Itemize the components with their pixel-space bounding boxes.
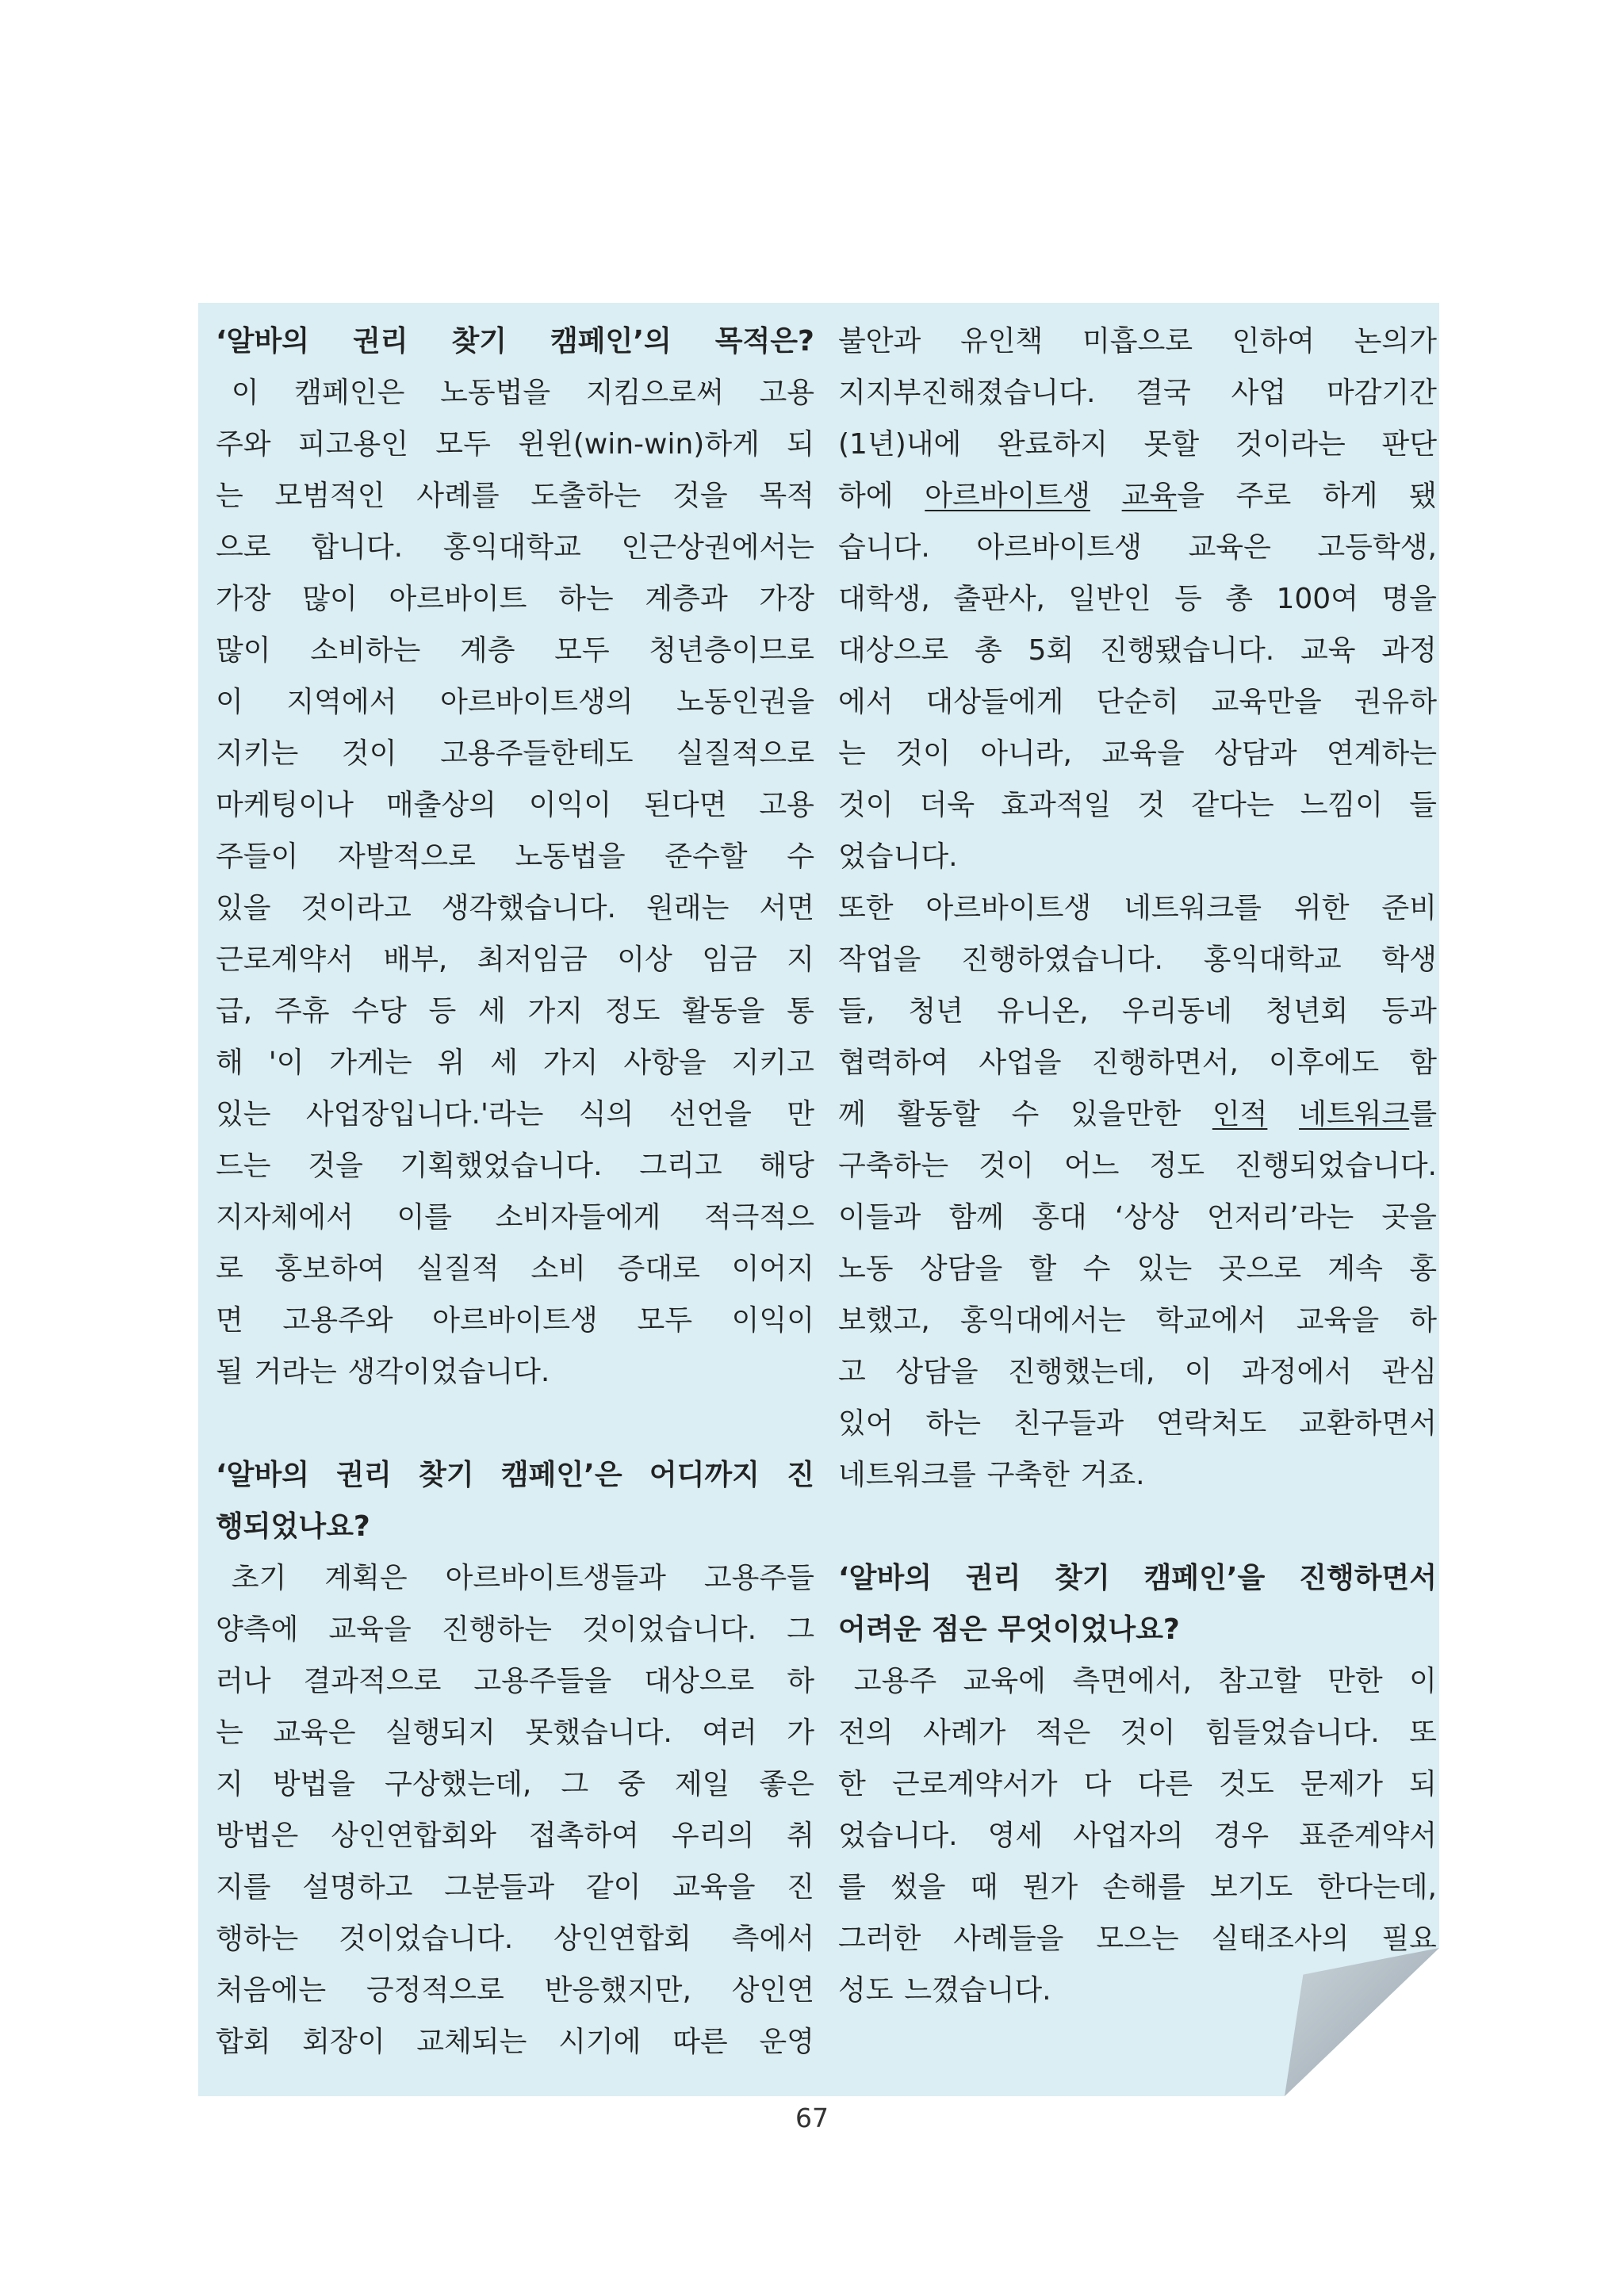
body-text-line: 는 것이 아니라, 교육을 상담과 연계하는 <box>838 737 1437 770</box>
body-text-line: 지키는 것이 고용주들한테도 실질적으로 <box>216 737 814 770</box>
body-text-line: 가장 많이 아르바이트 하는 계층과 가장 <box>216 583 814 615</box>
body-text-line: 보했고, 홍익대에서는 학교에서 교육을 하 <box>838 1304 1437 1337</box>
body-text-line: 으로 합니다. 홍익대학교 인근상권에서는 <box>216 531 814 564</box>
body-text-line: 합회 회장이 교체되는 시기에 따른 운영 <box>216 2026 814 2058</box>
section-heading-line: ‘알바의 권리 찾기 캠페인’은 어디까지 진 <box>216 1459 814 1491</box>
body-text-line: 를 썼을 때 뭔가 손해를 보기도 한다는데, <box>838 1871 1437 1904</box>
body-text-line: 또한 아르바이트생 네트워크를 위한 준비 <box>838 892 1437 924</box>
body-text-line: 습니다. 아르바이트생 교육은 고등학생, <box>838 531 1437 564</box>
section-heading-line: ‘알바의 권리 찾기 캠페인’의 목적은? <box>216 325 814 358</box>
body-text-line: 는 모범적인 사례를 도출하는 것을 목적 <box>216 480 814 512</box>
body-text-line: 었습니다. 영세 사업자의 경우 표준계약서 <box>838 1820 1437 1852</box>
body-text-line: 이 지역에서 아르바이트생의 노동인권을 <box>216 686 814 718</box>
body-text-line: 불안과 유인책 미흡으로 인하여 논의가 <box>838 325 1437 358</box>
body-text-line: 지를 설명하고 그분들과 같이 교육을 진 <box>216 1871 814 1904</box>
body-text-line: 초기 계획은 아르바이트생들과 고용주들 <box>231 1562 814 1594</box>
body-text-line: 는 교육은 실행되지 못했습니다. 여러 가 <box>216 1716 814 1749</box>
left-column <box>216 316 814 2068</box>
body-text-line: 면 고용주와 아르바이트생 모두 이익이 <box>216 1304 814 1337</box>
paragraph-gap <box>216 1398 814 1449</box>
body-text-line: 지자체에서 이를 소비자들에게 적극적으 <box>216 1201 814 1234</box>
body-text-line: 었습니다. <box>838 840 958 873</box>
body-text-line: 로 홍보하여 실질적 소비 증대로 이어지 <box>216 1253 814 1285</box>
body-text-line: 될 거라는 생각이었습니다. <box>216 1356 550 1388</box>
section-heading-line: ‘알바의 권리 찾기 캠페인’을 진행하면서 <box>838 1562 1437 1594</box>
body-text-line: (1년)내에 완료하지 못할 것이라는 판단 <box>838 428 1437 461</box>
body-text-line: 에서 대상들에게 단순히 교육만을 권유하 <box>838 686 1437 718</box>
body-text-line: 들, 청년 유니온, 우리동네 청년회 등과 <box>838 995 1437 1027</box>
page-number: 67 <box>795 2103 829 2133</box>
body-text-line: 많이 소비하는 계층 모두 청년층이므로 <box>216 634 814 667</box>
body-text-line: 이 캠페인은 노동법을 지킴으로써 고용 <box>231 377 814 409</box>
body-text-line: 있을 것이라고 생각했습니다. 원래는 서면 <box>216 892 814 924</box>
body-text-line: 고용주 교육에 측면에서, 참고할 만한 이 <box>853 1665 1437 1697</box>
body-text-line: 방법은 상인연합회와 접촉하여 우리의 취 <box>216 1820 814 1852</box>
body-text-line: 해 '이 가게는 위 세 가지 사항을 지키고 <box>216 1047 814 1079</box>
body-text-line: 대상으로 총 5회 진행됐습니다. 교육 과정 <box>838 634 1437 667</box>
body-text-line: 주와 피고용인 모두 윈윈(win-win)하게 되 <box>216 428 814 461</box>
body-text-line: 작업을 진행하였습니다. 홍익대학교 학생 <box>838 943 1437 976</box>
body-text-line: 행하는 것이었습니다. 상인연합회 측에서 <box>216 1923 814 1955</box>
body-text-line: 한 근로계약서가 다 다른 것도 문제가 되 <box>838 1768 1437 1800</box>
body-text-line: 대학생, 출판사, 일반인 등 총 100여 명을 <box>838 583 1437 615</box>
body-text-line: 주들이 자발적으로 노동법을 준수할 수 <box>216 840 814 873</box>
body-text-line: 드는 것을 기획했었습니다. 그리고 해당 <box>216 1150 814 1182</box>
paragraph-gap <box>838 1501 1437 1552</box>
body-text-line: 급, 주휴 수당 등 세 가지 정도 활동을 통 <box>216 995 814 1027</box>
body-text-line: 있는 사업장입니다.'라는 식의 선언을 만 <box>216 1098 814 1131</box>
body-text-line: 그러한 사례들을 모으는 실태조사의 필요 <box>838 1923 1437 1955</box>
section-heading-line: 행되었나요? <box>216 1510 370 1543</box>
body-text-line: 노동 상담을 할 수 있는 곳으로 계속 홍 <box>838 1253 1437 1285</box>
body-text-line: 있어 하는 친구들과 연락처도 교환하면서 <box>838 1407 1437 1440</box>
body-text-line: 지 방법을 구상했는데, 그 중 제일 좋은 <box>216 1768 814 1800</box>
body-text-line: 처음에는 긍정적으로 반응했지만, 상인연 <box>216 1974 814 2007</box>
body-text-line: 양측에 교육을 진행하는 것이었습니다. 그 <box>216 1613 814 1646</box>
body-text-line: 러나 결과적으로 고용주들을 대상으로 하 <box>216 1665 814 1697</box>
body-text-line: 지지부진해졌습니다. 결국 사업 마감기간 <box>838 377 1437 409</box>
section-heading-line: 어려운 점은 무엇이었나요? <box>838 1613 1180 1646</box>
body-text-line: 근로계약서 배부, 최저임금 이상 임금 지 <box>216 943 814 976</box>
body-text-line: 구축하는 것이 어느 정도 진행되었습니다. <box>838 1150 1437 1182</box>
body-text-line: 이들과 함께 홍대 ‘상상 언저리’라는 곳을 <box>838 1201 1437 1234</box>
body-text-line: 께 활동할 수 있을만한 인적 네트워크를 <box>838 1098 1437 1131</box>
body-text-line: 전의 사례가 적은 것이 힘들었습니다. 또 <box>838 1716 1437 1749</box>
body-text-line: 것이 더욱 효과적일 것 같다는 느낌이 들 <box>838 789 1437 821</box>
body-text-line: 고 상담을 진행했는데, 이 과정에서 관심 <box>838 1356 1437 1388</box>
body-text-line: 네트워크를 구축한 거죠. <box>838 1459 1145 1491</box>
body-text-line: 마케팅이나 매출상의 이익이 된다면 고용 <box>216 789 814 821</box>
body-text-line: 협력하여 사업을 진행하면서, 이후에도 함 <box>838 1047 1437 1079</box>
body-text-line: 성도 느꼈습니다. <box>838 1974 1051 2007</box>
body-text-line: 하에 아르바이트생 교육을 주로 하게 됐 <box>838 480 1437 512</box>
right-column <box>838 316 1437 2016</box>
